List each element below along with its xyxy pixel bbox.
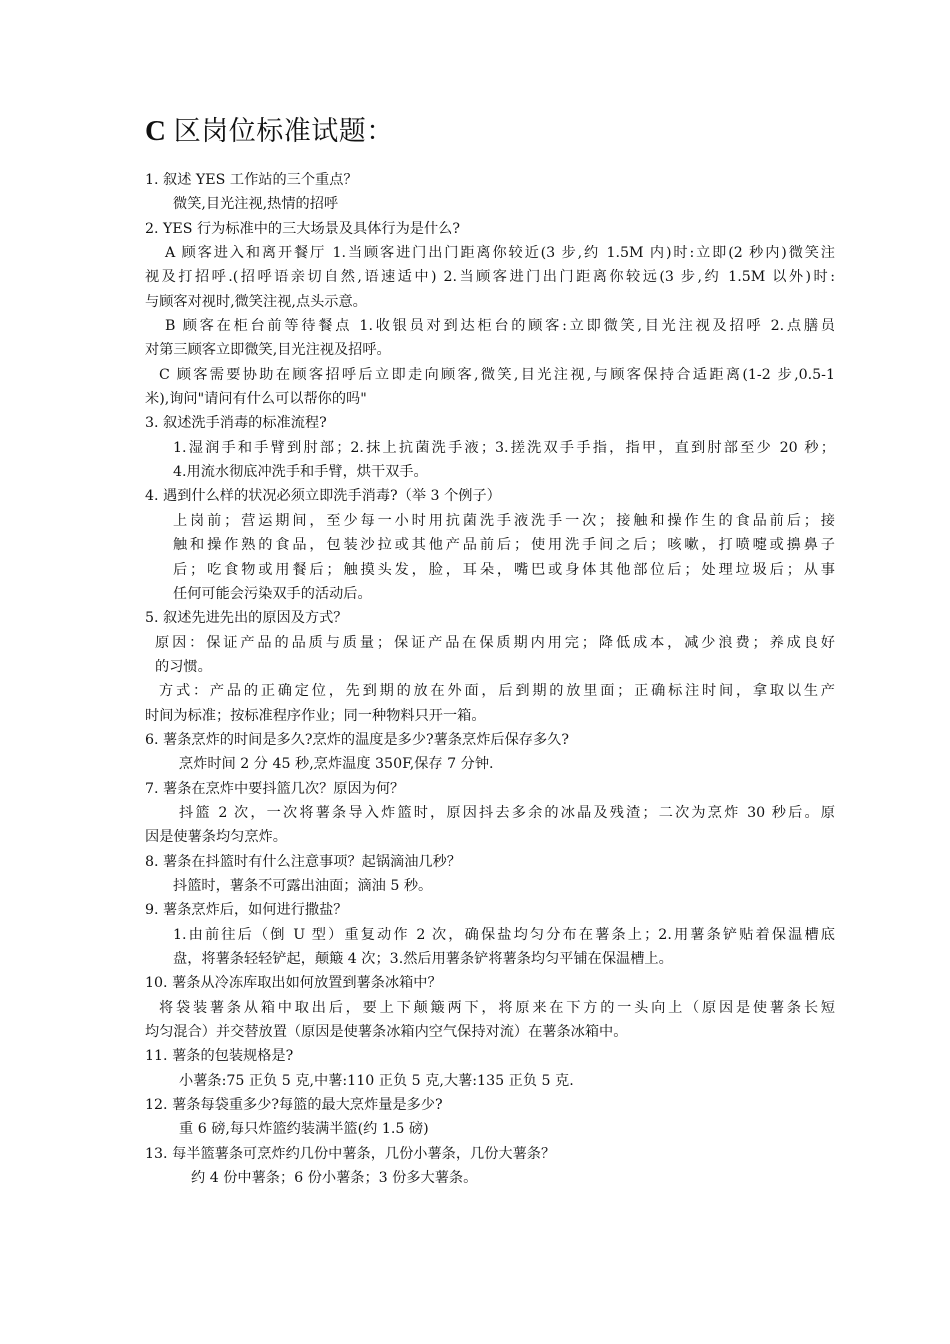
answer-2-line-7: 米),询问"请问有什么可以帮你的吗" xyxy=(145,391,367,408)
answer-2-line-2: 视及打招呼.(招呼语亲切自然,语速适中) 2.当顾客进门出门距离你较远(3 步,约 1.5M 以外)时: xyxy=(145,269,835,286)
question-12: 12. 薯条每袋重多少?每篮的最大烹炸量是多少? xyxy=(145,1097,443,1114)
question-3: 3. 叙述洗手消毒的标准流程? xyxy=(145,415,327,432)
answer-4-line-1: 上岗前；营运期间，至少每一小时用抗菌洗手液洗手一次；接触和操作生的食品前后；接 xyxy=(173,512,835,529)
question-4: 4. 遇到什么样的状况必须立即洗手消毒?（举 3 个例子） xyxy=(145,488,501,505)
answer-6: 烹炸时间 2 分 45 秒,烹炸温度 350F,保存 7 分钟. xyxy=(179,756,494,773)
answer-8: 抖篮时，薯条不可露出油面；滴油 5 秒。 xyxy=(173,877,433,894)
answer-13: 约 4 份中薯条；6 份小薯条；3 份多大薯条。 xyxy=(191,1170,478,1187)
question-7: 7. 薯条在烹炸中要抖篮几次？原因为何？ xyxy=(145,780,405,797)
question-6: 6. 薯条烹炸的时间是多久?烹炸的温度是多少?薯条烹炸后保存多久? xyxy=(145,731,569,748)
answer-5-line-3: 方式：产品的正确定位，先到期的放在外面，后到期的放里面；正确标注时间，拿取以生产 xyxy=(159,683,835,700)
question-2: 2. YES 行为标准中的三大场景及具体行为是什么? xyxy=(145,220,460,237)
answer-5-line-1: 原因：保证产品的品质与质量；保证产品在保质期内用完；降低成本，减少浪费；养成良好 xyxy=(155,634,835,651)
answer-2-line-3: 与顾客对视时,微笑注视,点头示意。 xyxy=(145,293,367,310)
title-lead: C xyxy=(145,115,167,147)
question-8: 8. 薯条在抖篮时有什么注意事项？起锅滴油几秒？ xyxy=(145,853,461,870)
answer-7-line-1: 抖篮 2 次，一次将薯条导入炸篮时，原因抖去多余的冰晶及残渣；二次为烹炸 30 秒后。原 xyxy=(179,804,835,821)
question-1: 1. 叙述 YES 工作站的三个重点？ xyxy=(145,172,358,188)
answer-10-line-2: 均匀混合）并交替放置（原因是使薯条冰箱内空气保持对流）在薯条冰箱中。 xyxy=(145,1024,628,1041)
answer-2-line-5: 对第三顾客立即微笑,目光注视及招呼。 xyxy=(145,342,391,359)
answer-4-line-4: 任何可能会污染双手的活动后。 xyxy=(173,585,372,602)
answer-4-line-3: 后；吃食物或用餐后；触摸头发，脸，耳朵，嘴巴或身体其他部位后；处理垃圾后；从事 xyxy=(173,561,835,578)
answer-2-line-1: A 顾客进入和离开餐厅 1.当顾客进门出门距离你较近(3 步,约 1.5M 内)时:立即(2 秒内)微笑注 xyxy=(165,245,835,262)
question-10: 10. 薯条从冷冻库取出如何放置到薯条冰箱中？ xyxy=(145,975,442,992)
answer-2-line-6: C 顾客需要协助在顾客招呼后立即走向顾客,微笑,目光注视,与顾客保持合适距离(1-2 步,0.5-1 xyxy=(159,366,835,383)
question-5: 5. 叙述先进先出的原因及方式？ xyxy=(145,610,348,627)
answer-9-line-2: 盘，将薯条轻轻铲起，颠簸 4 次；3.然后用薯条铲将薯条均匀平铺在保温槽上。 xyxy=(173,951,673,967)
answer-12: 重 6 磅,每只炸篮约装满半篮(约 1.5 磅) xyxy=(179,1121,429,1138)
question-9: 9. 薯条烹炸后，如何进行撒盐？ xyxy=(145,902,348,919)
answer-3-line-2: 4.用流水彻底冲洗手和手臂，烘干双手。 xyxy=(173,464,428,481)
answer-2-line-4: B 顾客在柜台前等待餐点 1.收银员对到达柜台的顾客:立即微笑,目光注视及招呼 2.点膳员 xyxy=(165,318,835,335)
answer-5-line-4: 时间为标准；按标准程序作业；同一种物料只开一箱。 xyxy=(145,707,486,724)
answer-10-line-1: 将袋装薯条从箱中取出后，要上下颠簸两下，将原来在下方的一头向上（原因是使薯条长短 xyxy=(159,999,835,1016)
answer-11: 小薯条:75 正负 5 克,中薯:110 正负 5 克,大薯:135 正负 5 克. xyxy=(179,1072,574,1089)
question-list xyxy=(145,168,835,1190)
question-13: 13. 每半篮薯条可烹炸约几份中薯条，几份小薯条，几份大薯条？ xyxy=(145,1145,556,1162)
question-11: 11. 薯条的包装规格是? xyxy=(145,1048,294,1065)
answer-1: 微笑,目光注视,热情的招呼 xyxy=(173,196,339,213)
answer-3-line-1: 1.湿润手和手臂到肘部；2.抹上抗菌洗手液；3.搓洗双手手指，指甲，直到肘部至少 20 秒； xyxy=(173,439,835,456)
answer-9-line-1: 1.由前往后（倒 U 型）重复动作 2 次，确保盐均匀分布在薯条上；2.用薯条铲贴着保温槽底 xyxy=(173,926,835,943)
answer-7-line-2: 因是使薯条均匀烹炸。 xyxy=(145,829,287,846)
title-rest: 区岗位标准试题： xyxy=(166,116,394,146)
page-title xyxy=(145,113,394,149)
answer-4-line-2: 触和操作熟的食品，包装沙拉或其他产品前后；使用洗手间之后；咳嗽，打喷嚏或擤鼻子 xyxy=(173,537,835,554)
answer-5-line-2: 的习惯。 xyxy=(155,658,212,675)
